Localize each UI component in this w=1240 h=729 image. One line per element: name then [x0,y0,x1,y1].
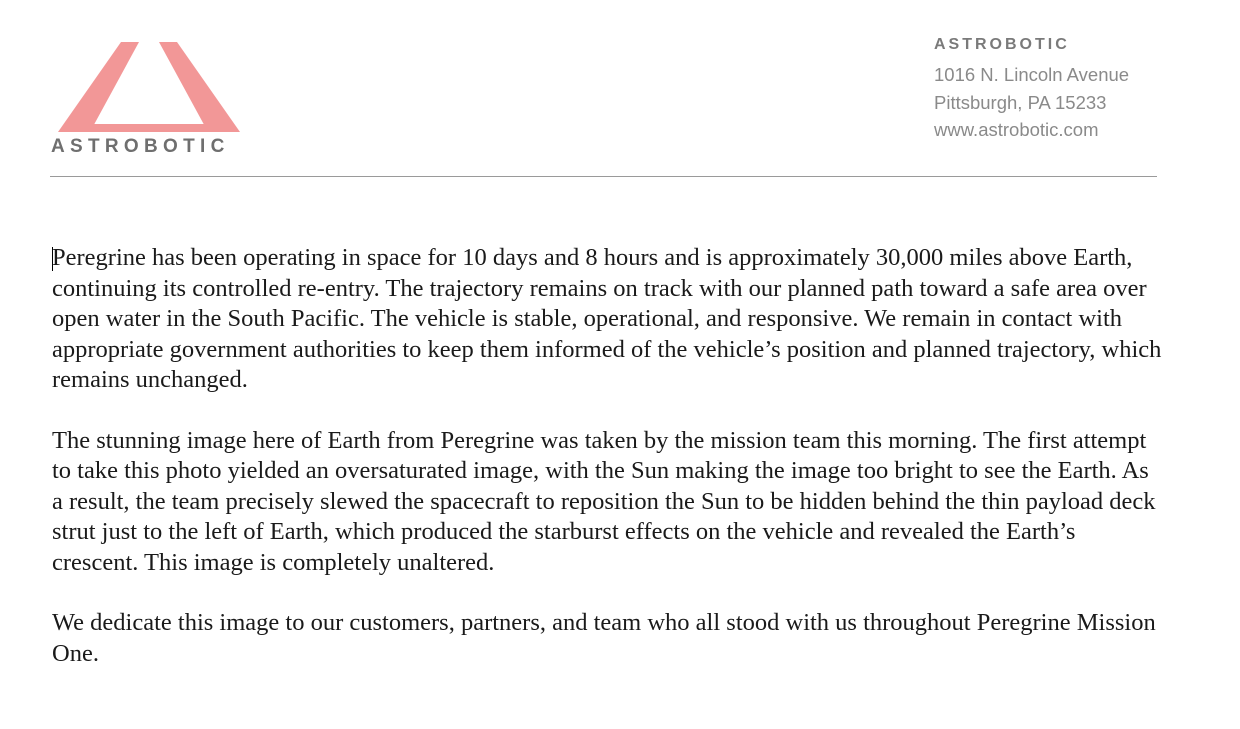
company-name: ASTROBOTIC [934,36,1070,53]
paragraph-2: The stunning image here of Earth from Peregrine was taken by the mission team this morning. The first attempt to take this photo yielded an oversaturated image, with the Sun making the image too bright to see the Earth. As a result, the team precisely slewed the spacecraft to reposition the Sun to be hidden behind the thin payload deck strut just to the left of Earth, which produced the starburst effects on the vehicle and revealed the Earth’s crescent. This image is completely unaltered. [52,426,1156,576]
company-website: www.astrobotic.com [934,119,1099,140]
paragraph-1: Peregrine has been operating in space for 10 days and 8 hours and is approximately 30,000 miles above Earth, continuing its controlled re-entry. The trajectory remains on track with our planned path toward a safe area over open water in the South Pacific. The vehicle is stable, operational, and responsive. We remain in contact with appropriate government authorities to keep them informed of the vehicle’s position and planned trajectory, which remains unchanged. [52,244,1162,393]
company-logo [50,42,250,160]
company-address-block [934,34,1129,144]
header-divider [50,176,1157,177]
document-body[interactable] [52,243,1162,699]
address-city: Pittsburgh, PA 15233 [934,91,1107,113]
astrobotic-triangle-icon [58,42,240,132]
address-street: 1016 N. Lincoln Avenue [934,64,1130,85]
paragraph-3: We dedicate this image to our customers, partners, and team who all stood with us throughout Peregrine Mission One. [52,609,1156,667]
logo-wordmark: ASTROBOTIC [51,136,230,157]
